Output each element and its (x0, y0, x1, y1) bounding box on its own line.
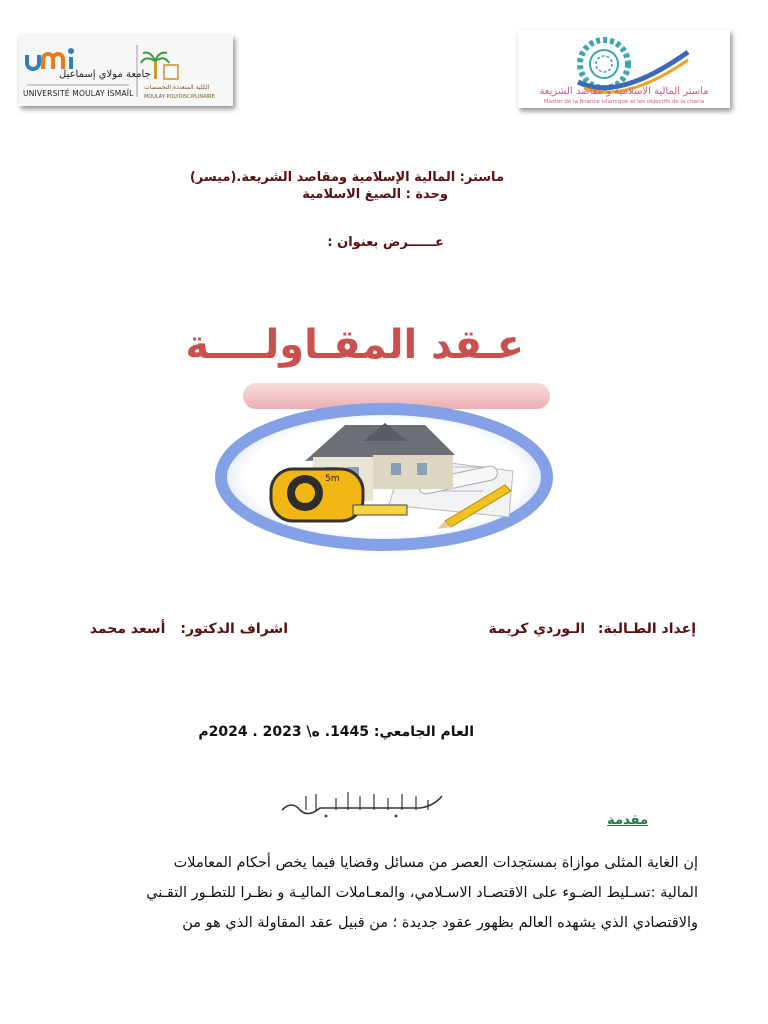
student-label: إعداد الطـالبة: (597, 621, 696, 637)
umi-arabic-text: جامعة مولاي إسماعيل (59, 69, 151, 80)
presentation-label: عــــــرض بعنوان : (327, 235, 444, 250)
university-logo (19, 35, 233, 106)
master-logo (518, 30, 730, 108)
basmala-text (276, 786, 286, 787)
umi-latin-text: UNIVERSITÉ MOULAY ISMAÏL (23, 89, 134, 98)
master-latin-caption: Master de la finance islamique et les objectifs de la charia (543, 99, 705, 105)
intro-line: والاقتصادي الذي يشهده العالم بظهور عقود جديدة ؛ من قبيل عقد المقاولة الذي هو من (182, 915, 698, 931)
supervisor-name: أسعد محمد (89, 621, 166, 637)
master-arabic-caption: ماستر المالية الاسلامية و مقاصد الشريعة (539, 86, 709, 97)
academic-year: العام الجامعي: 1445. ه\ 2023 . 2024م (198, 724, 474, 740)
student-name: الـوردي كريمة (488, 621, 586, 637)
basmala-calligraphy (276, 786, 458, 822)
section-heading-intro: مقدمة (607, 813, 648, 828)
intro-line: المالية :تسـليط الضـوء على الاقتصـاد الاسـلامي، والمعـاملات الماليـة و نظـرا للتطـور التقـني (146, 885, 698, 901)
faculty-latin-text: MOULAY POLYDISCIPLINAIRE (144, 94, 215, 100)
faculty-arabic-text: الكلية المتعددة التخصصات (144, 84, 210, 91)
svg-text:5m: 5m (325, 474, 340, 484)
intro-line: إن الغاية المثلى موازاة بمستجدات العصر من مسائل وقضايا فيما يخص أحكام المعاملات (173, 855, 698, 871)
intro-paragraph (66, 848, 698, 938)
student-line (488, 621, 696, 637)
house-illustration (213, 401, 555, 553)
basmala-calligraphy-icon (276, 786, 458, 822)
supervisor-line (90, 621, 288, 637)
program-line: ماستر: المالية الإسلامية ومقاصد الشريعة.(ميسر) (189, 170, 504, 185)
house-tape-measure-icon (213, 401, 555, 553)
supervisor-label: اشراف الدكتور: (180, 621, 288, 637)
module-line: وحدة : الصيغ الاسلامية (302, 187, 448, 202)
document-title: عـقد المقـاولــــة (185, 322, 524, 368)
